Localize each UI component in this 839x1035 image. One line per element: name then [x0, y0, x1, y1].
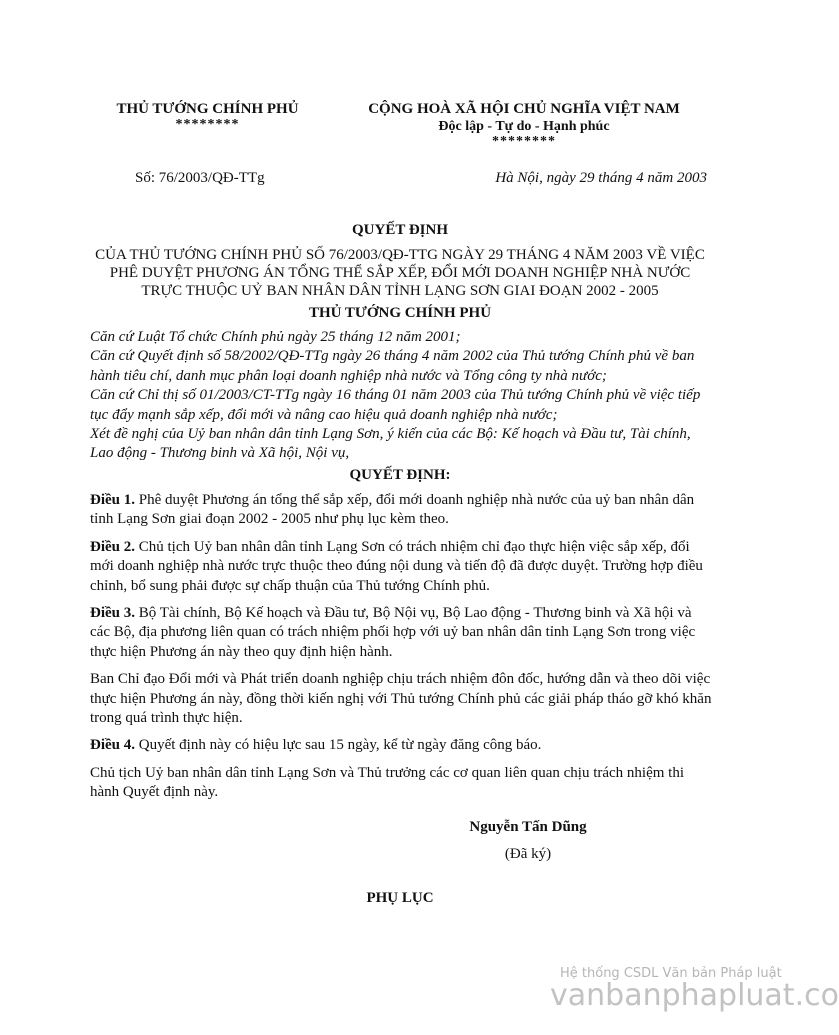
legal-basis-item: Căn cứ Quyết định số 58/2002/QĐ-TTg ngày 26 tháng 4 năm 2002 của Thủ tướng Chính phủ về ban hành tiêu chí, danh mục phân loại doanh nghiệp nhà nước và Tổng công ty nhà nước;	[90, 348, 695, 384]
article-1	[90, 491, 712, 530]
article-label: Điều 4.	[90, 737, 135, 754]
agency-name: THỦ TƯỚNG CHÍNH PHỦ	[116, 101, 299, 117]
article-label: Điều 1.	[90, 492, 135, 508]
country-name: CỘNG HOÀ XÃ HỘI CHỦ NGHĨA VIỆT NAM	[368, 101, 680, 117]
motto-separator: ********	[492, 134, 556, 149]
article-4	[90, 736, 712, 755]
legal-basis-item: Căn cứ Luật Tổ chức Chính phủ ngày 25 tháng 12 năm 2001;	[90, 329, 461, 345]
article-label: Điều 2.	[90, 538, 135, 555]
legal-basis-item: Căn cứ Chỉ thị số 01/2003/CT-TTg ngày 16 tháng 01 năm 2003 của Thủ tướng Chính phủ về việc tiếp tục đẩy mạnh sắp xếp, đổi mới và nâng cao hiệu quả doanh nghiệp nhà nước;	[90, 387, 701, 423]
signer-name: Nguyễn Tấn Dũng	[469, 819, 587, 835]
place-date: Hà Nội, ngày 29 tháng 4 năm 2003	[495, 170, 707, 186]
signed-note: (Đã ký)	[504, 846, 552, 862]
national-motto: Độc lập - Tự do - Hạnh phúc	[438, 119, 610, 134]
agency-header	[100, 100, 315, 132]
watermark-site: vanbanphapluat.co	[550, 978, 839, 1013]
article-2	[90, 538, 712, 596]
national-header	[340, 100, 708, 149]
document-number: Số: 76/2003/QĐ-TTg	[135, 170, 265, 186]
appendix-heading: PHỤ LỤC	[366, 890, 434, 906]
article-3	[90, 604, 712, 662]
article-label: Điều 3.	[90, 605, 135, 622]
article-text: Chủ tịch Uỷ ban nhân dân tỉnh Lạng Sơn và Thủ trưởng các cơ quan liên quan chịu trách nhiệm thi hành Quyết định này.	[90, 764, 685, 801]
article-4-paragraph-2	[90, 764, 712, 803]
issuer-heading: THỦ TƯỚNG CHÍNH PHỦ	[308, 305, 492, 321]
document-title: QUYẾT ĐỊNH	[352, 222, 448, 238]
articles	[90, 491, 712, 811]
watermark-caption: Hệ thống CSDL Văn bản Pháp luật	[560, 966, 782, 981]
decides-heading: QUYẾT ĐỊNH:	[349, 467, 451, 483]
article-text: Quyết định này có hiệu lực sau 15 ngày, kể từ ngày đăng công báo.	[135, 737, 542, 754]
article-text: Chủ tịch Uỷ ban nhân dân tỉnh Lạng Sơn có trách nhiệm chỉ đạo thực hiện việc sắp xếp, đổi mới doanh nghiệp nhà nước trực thuộc theo đúng nội dung và tiến độ đã được duyệt. Trường hợp điều chỉnh, bổ sung phải được sự chấp thuận của Thủ tướng Chính phủ.	[90, 538, 703, 594]
article-text: Bộ Tài chính, Bộ Kế hoạch và Đầu tư, Bộ Nội vụ, Bộ Lao động - Thương binh và Xã hội và các Bộ, địa phương liên quan có trách nhiệm phối hợp với uỷ ban nhân dân tỉnh Lạng Sơn trong việc thực hiện Phương án này theo quy định hiện hành.	[90, 605, 696, 660]
legal-bases	[90, 328, 715, 464]
article-text: Ban Chỉ đạo Đổi mới và Phát triển doanh nghiệp chịu trách nhiệm đôn đốc, hướng dẫn và theo dõi việc thực hiện Phương án này, đồng thời kiến nghị với Thủ tướng Chính phủ các giải pháp tháo gỡ khó khăn trong quá trình thực hiện.	[90, 671, 712, 727]
document-subtitle: CỦA THỦ TƯỚNG CHÍNH PHỦ SỐ 76/2003/QĐ-TTG NGÀY 29 THÁNG 4 NĂM 2003 VỀ VIỆC PHÊ DUYỆT PHƯƠNG ÁN TỔNG THỂ SẮP XẾP, ĐỔI MỚI DOANH NGHIỆP NHÀ NƯỚC TRỰC THUỘC UỶ BAN NHÂN DÂN TỈNH LẠNG SƠN GIAI ĐOẠN 2002 - 2005	[95, 247, 705, 299]
legal-basis-item: Xét đề nghị của Uỷ ban nhân dân tỉnh Lạng Sơn, ý kiến của các Bộ: Kế hoạch và Đầu tư, Tài chính, Lao động - Thương binh và Xã hội, Nội vụ,	[90, 426, 691, 462]
article-text: Phê duyệt Phương án tổng thể sắp xếp, đổi mới doanh nghiệp nhà nước của uỷ ban nhân dân tỉnh Lạng Sơn giai đoạn 2002 - 2005 như phụ lục kèm theo.	[90, 492, 695, 528]
agency-separator: ********	[175, 117, 240, 132]
article-3-paragraph-2	[90, 670, 712, 728]
